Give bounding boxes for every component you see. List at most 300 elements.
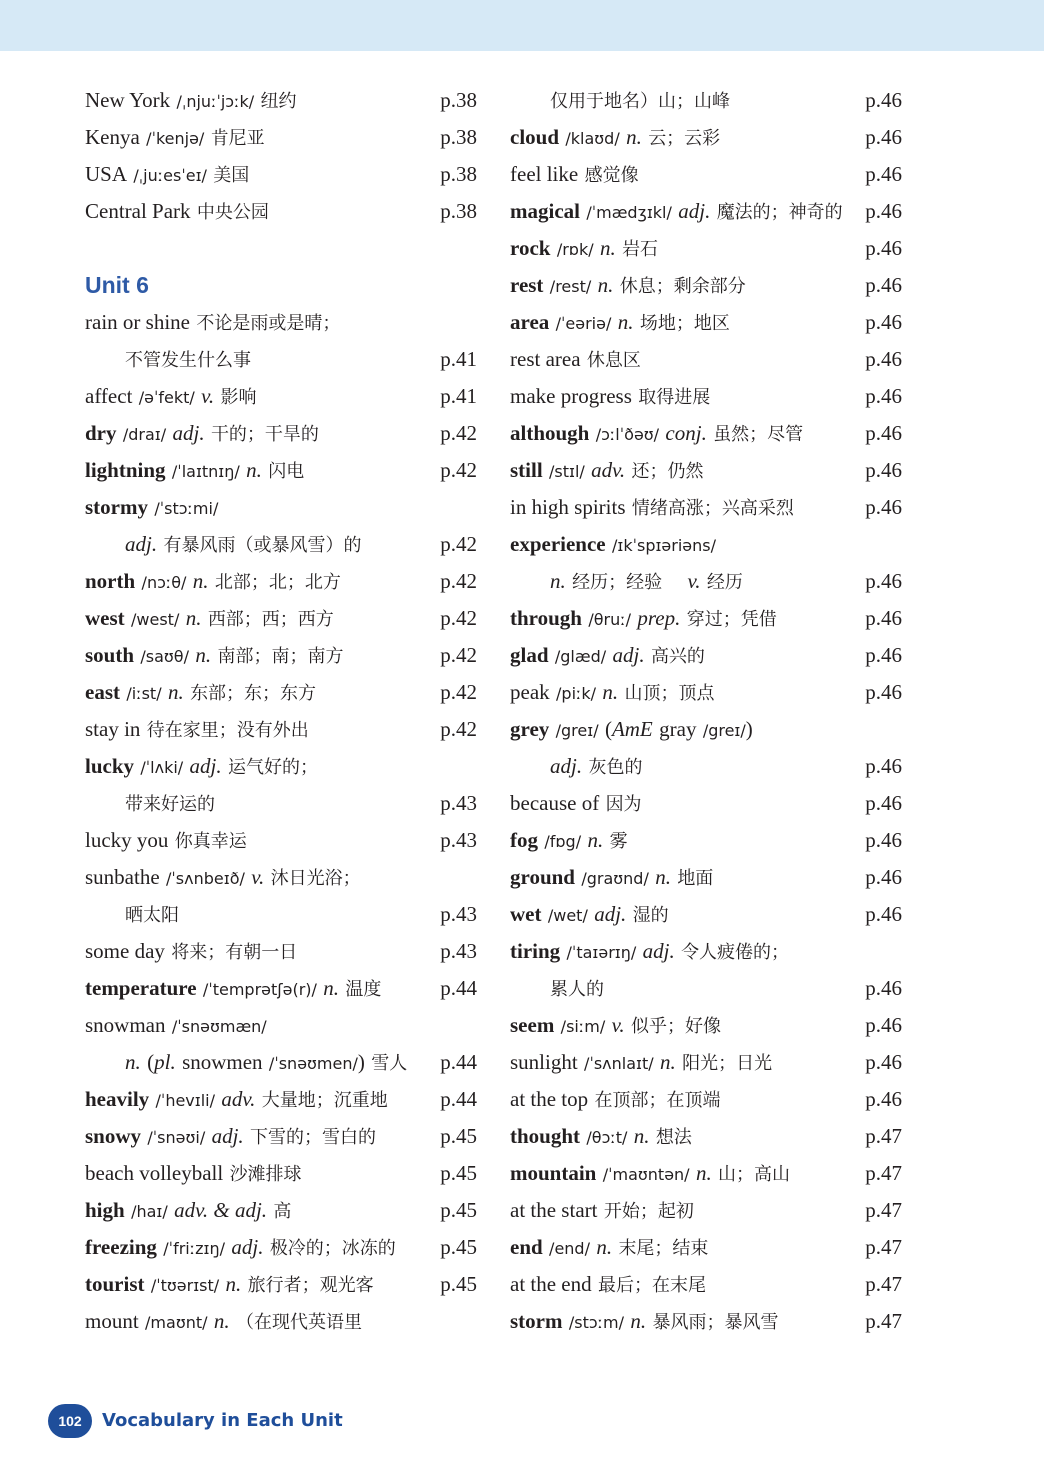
chinese-meaning: 灰色的: [588, 757, 643, 778]
vocab-entry: [510, 1044, 902, 1081]
entry-text: [550, 82, 730, 120]
vocab-entry: [85, 193, 477, 230]
phonetic: /ˌjuːesˈeɪ/: [133, 166, 207, 185]
chinese-meaning: 情绪高涨；兴高采烈: [631, 498, 794, 519]
page-reference: p.42: [440, 606, 477, 630]
headword: although: [510, 421, 590, 445]
page-reference: p.46: [865, 199, 902, 223]
phonetic: /rɒk/: [556, 240, 594, 259]
page-reference: p.46: [865, 902, 902, 926]
page-reference: p.42: [440, 532, 477, 556]
vocab-entry: [510, 1192, 902, 1229]
page-reference: p.46: [865, 865, 902, 889]
chinese-meaning: 穿过；凭借: [686, 609, 777, 630]
headword: Central Park: [85, 199, 191, 223]
chinese-meaning: 仅用于地名）山；山峰: [550, 91, 730, 112]
entry-text: [85, 600, 334, 638]
part-of-speech: adj.: [125, 532, 158, 556]
entry-text: [125, 341, 251, 379]
vocab-column-right: [510, 82, 902, 1340]
chinese-meaning: 感觉像: [584, 165, 639, 186]
page-reference: p.41: [440, 347, 477, 371]
chinese-meaning: 不论是雨或是晴；: [196, 313, 341, 334]
headword: stay in: [85, 717, 141, 741]
entry-text: [85, 822, 247, 860]
part-of-speech: n.: [195, 643, 212, 667]
entry-text: [85, 1266, 374, 1304]
vocab-entry: [85, 82, 477, 119]
page-reference: p.44: [440, 1087, 477, 1111]
entry-text: [510, 156, 639, 194]
page-reference: p.46: [865, 754, 902, 778]
page-reference: p.38: [440, 125, 477, 149]
chinese-meaning: 不管发生什么事: [125, 350, 251, 371]
entry-text: [510, 859, 713, 897]
page-reference: p.43: [440, 939, 477, 963]
chinese-meaning: 地面: [677, 868, 714, 889]
chinese-meaning: （在现代英语里: [235, 1312, 362, 1333]
phonetic: /end/: [549, 1239, 590, 1258]
phonetic: /stɔːm/: [568, 1313, 624, 1332]
chinese-meaning: 想法: [655, 1127, 692, 1148]
entry-text: [510, 822, 628, 860]
part-of-speech: v.: [251, 865, 265, 889]
chinese-meaning: 岩石: [622, 239, 659, 260]
vocab-entry: [85, 304, 477, 341]
entry-text: [85, 1229, 396, 1267]
chinese-meaning: 云；云彩: [648, 128, 721, 149]
chinese-meaning: 下雪的；雪白的: [250, 1127, 377, 1148]
entry-text: [510, 1081, 721, 1119]
vocab-entry: [85, 1118, 477, 1155]
vocab-entry: [510, 711, 902, 748]
headword: some day: [85, 939, 165, 963]
chinese-meaning: 令人疲倦的；: [681, 942, 790, 963]
part-of-speech: conj.: [665, 421, 707, 445]
headword: thought: [510, 1124, 581, 1148]
phonetic: /ˈsʌnlaɪt/: [584, 1054, 654, 1073]
vocab-entry: [510, 230, 902, 267]
chinese-meaning: 中央公园: [196, 202, 269, 223]
headword: at the top: [510, 1087, 589, 1111]
page-reference: p.45: [440, 1161, 477, 1185]
vocab-entry: [85, 156, 477, 193]
headword: freezing: [85, 1235, 157, 1259]
entry-text: [85, 1192, 291, 1230]
entry-text: [85, 415, 319, 453]
phonetic: /ˈfriːzɪŋ/: [163, 1239, 225, 1258]
vocab-entry: [85, 1229, 477, 1266]
page-reference: p.42: [440, 421, 477, 445]
headword: New York: [85, 88, 171, 112]
page-reference: p.46: [865, 347, 902, 371]
part-of-speech: v.: [201, 384, 215, 408]
vocab-entry: [510, 563, 902, 600]
vocab-entry: [85, 526, 477, 563]
phonetic: /draɪ/: [122, 425, 167, 444]
entry-text: [510, 230, 658, 268]
chinese-meaning: 沙滩排球: [229, 1164, 302, 1185]
chinese-meaning: 晒太阳: [125, 905, 179, 926]
page-reference: p.46: [865, 88, 902, 112]
part-of-speech: adv.: [221, 1087, 256, 1111]
part-of-speech: n.: [213, 1309, 230, 1333]
part-of-speech: n.: [185, 606, 202, 630]
headword: cloud: [510, 125, 560, 149]
part-of-speech: n.: [617, 310, 634, 334]
chinese-meaning: 雾: [609, 831, 628, 852]
chinese-meaning: 高兴的: [650, 646, 705, 667]
page-reference: p.46: [865, 162, 902, 186]
vocab-entry: [510, 1081, 902, 1118]
vocab-entry: [510, 82, 902, 119]
entry-text: [510, 341, 641, 379]
unit-heading: Unit 6: [85, 272, 149, 298]
page-reference: p.46: [865, 643, 902, 667]
headword: in high spirits: [510, 495, 626, 519]
chinese-meaning: 肯尼亚: [210, 128, 265, 149]
headword: glad: [510, 643, 549, 667]
entry-text: [510, 1155, 790, 1193]
chinese-meaning: 南部；南；南方: [217, 646, 344, 667]
entry-text: [85, 970, 381, 1008]
headword: mount: [85, 1309, 139, 1333]
vocab-entry: [510, 822, 902, 859]
part-of-speech: adj.: [189, 754, 222, 778]
chinese-meaning: 旅行者；观光客: [247, 1275, 374, 1296]
chinese-meaning: 末尾；结束: [618, 1238, 709, 1259]
chinese-meaning: 经历；经验: [572, 572, 663, 593]
page-reference: p.41: [440, 384, 477, 408]
entry-text: [85, 711, 309, 749]
entry-text: [85, 156, 249, 194]
part-of-speech: adj.: [678, 199, 711, 223]
page-number-badge: 102: [48, 1404, 92, 1438]
chinese-meaning: 有暴风雨（或暴风雪）的: [163, 535, 362, 556]
chinese-meaning: 东部；东；东方: [190, 683, 317, 704]
page-reference: p.46: [865, 384, 902, 408]
vocab-entry: [85, 341, 477, 378]
headword: storm: [510, 1309, 563, 1333]
phonetic: /greɪ/: [555, 721, 599, 740]
headword: ground: [510, 865, 575, 889]
vocab-entry: [510, 452, 902, 489]
page-reference: p.47: [865, 1198, 902, 1222]
page-reference: p.46: [865, 236, 902, 260]
vocab-entry: [510, 933, 902, 970]
vocab-entry: [85, 970, 477, 1007]
chinese-meaning: 干的；干旱的: [210, 424, 319, 445]
page-reference: p.43: [440, 828, 477, 852]
page-reference: p.42: [440, 680, 477, 704]
vocab-entry: [85, 674, 477, 711]
entry-text: [510, 785, 642, 823]
vocab-entry: [510, 526, 902, 563]
top-color-band: [0, 0, 1044, 51]
vocab-entry: [85, 1044, 477, 1081]
headword: end: [510, 1235, 543, 1259]
part-of-speech: n.: [602, 680, 619, 704]
vocab-entry: [510, 267, 902, 304]
entry-text: [85, 674, 316, 712]
phonetic: /ˈlʌki/: [140, 758, 184, 777]
chinese-meaning: 雪人: [371, 1053, 408, 1074]
page-reference: p.45: [440, 1198, 477, 1222]
page-reference: p.46: [865, 310, 902, 334]
variant-word: gray: [659, 717, 697, 741]
phonetic: /ˈtaɪərɪŋ/: [566, 943, 637, 962]
vocab-entry: [85, 1266, 477, 1303]
chinese-meaning: 最后；在末尾: [598, 1275, 706, 1296]
entry-text: [510, 415, 803, 453]
variant-label: AmE: [611, 717, 653, 741]
chinese-meaning: 魔法的；神奇的: [716, 202, 843, 223]
part-of-speech: n.: [626, 125, 642, 149]
entry-text: [85, 119, 265, 157]
chinese-meaning: 在顶部；在顶端: [594, 1090, 721, 1111]
chinese-meaning: 闪电: [268, 461, 305, 482]
chinese-meaning: 纽约: [260, 91, 297, 112]
headword: magical: [510, 199, 580, 223]
entry-text: [510, 1007, 721, 1045]
vocab-entry: [510, 785, 902, 822]
headword: area: [510, 310, 550, 334]
page-reference: p.46: [865, 791, 902, 815]
page-reference: p.43: [440, 791, 477, 815]
entry-text: [85, 489, 218, 527]
headword: west: [85, 606, 125, 630]
vocab-entry: [85, 785, 477, 822]
part-of-speech: prep.: [637, 606, 681, 630]
vocab-entry: [85, 896, 477, 933]
headword: rock: [510, 236, 551, 260]
headword: feel like: [510, 162, 579, 186]
phonetic: /ɪkˈspɪəriəns/: [611, 536, 716, 555]
entry-text: [550, 563, 743, 601]
entry-text: [510, 1303, 778, 1341]
entry-text: [85, 637, 343, 675]
vocab-entry: [510, 193, 902, 230]
page-reference: p.46: [865, 458, 902, 482]
chinese-meaning: 虽然；尽管: [713, 424, 804, 445]
chinese-meaning: 开始；起初: [603, 1201, 694, 1222]
phonetic: /ˈmædʒɪkl/: [586, 203, 672, 222]
entry-text: [85, 1303, 362, 1341]
page-reference: p.46: [865, 495, 902, 519]
page-reference: p.38: [440, 199, 477, 223]
headword: at the end: [510, 1272, 592, 1296]
page-reference: p.46: [865, 828, 902, 852]
vocab-entry: [85, 637, 477, 674]
entry-text: [85, 859, 361, 897]
phonetic: /saʊθ/: [140, 647, 189, 666]
vocab-entry: [510, 748, 902, 785]
part-of-speech: n.: [655, 865, 671, 889]
punctuation: ): [745, 717, 753, 741]
vocab-entry: [510, 304, 902, 341]
part-of-speech: n.: [550, 569, 566, 593]
page-reference: p.46: [865, 421, 902, 445]
vocab-entry: [510, 1229, 902, 1266]
headword: because of: [510, 791, 600, 815]
page-reference: p.46: [865, 1050, 902, 1074]
page-reference: p.45: [440, 1272, 477, 1296]
chinese-meaning: 北部；北；北方: [214, 572, 341, 593]
chinese-meaning: 美国: [213, 165, 250, 186]
entry-text: [85, 563, 341, 601]
vocab-entry: [510, 341, 902, 378]
page-reference: p.46: [865, 976, 902, 1000]
chinese-meaning: 阳光；日光: [682, 1053, 773, 1074]
entry-text: [510, 452, 704, 490]
phonetic: /ˈstɔːmi/: [154, 499, 219, 518]
chinese-meaning: 运气好的；: [228, 757, 318, 778]
plural-word: snowmen: [182, 1050, 263, 1074]
entry-text: [510, 193, 843, 231]
part-of-speech: n.: [323, 976, 340, 1000]
chinese-meaning: 还；仍然: [631, 461, 704, 482]
vocab-entry: [510, 119, 902, 156]
vocab-entry: [510, 674, 902, 711]
phonetic: /θruː/: [588, 610, 632, 629]
entry-text: [85, 1118, 376, 1156]
vocab-entry: [510, 489, 902, 526]
vocab-entry: [85, 859, 477, 896]
entry-text: [85, 378, 257, 416]
vocab-entry: [510, 1266, 902, 1303]
entry-text: [85, 1155, 302, 1193]
entry-text: [85, 1081, 388, 1119]
vocab-entry: [85, 822, 477, 859]
entry-text: [125, 1044, 407, 1082]
vocab-entry: [510, 859, 902, 896]
vocab-entry: [85, 378, 477, 415]
vocab-entry: [510, 896, 902, 933]
section-spacer: [85, 230, 477, 267]
part-of-speech: n.: [192, 569, 209, 593]
entry-text: [125, 526, 361, 564]
page-reference: p.46: [865, 273, 902, 297]
headword: seem: [510, 1013, 555, 1037]
chinese-meaning: 湿的: [632, 905, 669, 926]
part-of-speech: n.: [596, 1235, 613, 1259]
headword: affect: [85, 384, 133, 408]
chinese-meaning: 待在家里；没有外出: [146, 720, 309, 741]
entry-text: [510, 711, 753, 749]
page-reference: p.47: [865, 1161, 902, 1185]
phonetic: /west/: [131, 610, 180, 629]
entry-text: [510, 489, 794, 527]
phonetic: /graʊnd/: [581, 869, 649, 888]
chinese-meaning: 山顶；顶点: [624, 683, 715, 704]
headword: through: [510, 606, 582, 630]
headword: still: [510, 458, 543, 482]
vocab-entry: [85, 711, 477, 748]
vocab-entry: [85, 1192, 477, 1229]
part-of-speech: n.: [599, 236, 616, 260]
headword: temperature: [85, 976, 197, 1000]
phonetic: /ˈlaɪtnɪŋ/: [171, 462, 240, 481]
part-of-speech: n.: [597, 273, 614, 297]
part-of-speech: adj.: [231, 1235, 264, 1259]
headword: make progress: [510, 384, 632, 408]
vocab-entry: [510, 637, 902, 674]
chinese-meaning: 休息；剩余部分: [619, 276, 746, 297]
phonetic: /θɔːt/: [586, 1128, 628, 1147]
headword: USA: [85, 162, 128, 186]
page-reference: p.47: [865, 1272, 902, 1296]
vocab-entry: [85, 748, 477, 785]
entry-text: [510, 896, 669, 934]
chinese-meaning: 带来好运的: [125, 794, 215, 815]
phonetic: /iːst/: [126, 684, 162, 703]
vocab-entry: [85, 452, 477, 489]
entry-text: [510, 378, 710, 416]
part-of-speech: adv. & adj.: [174, 1198, 268, 1222]
headword: grey: [510, 717, 550, 741]
vocab-entry: [85, 1081, 477, 1118]
page-reference: p.45: [440, 1235, 477, 1259]
headword: experience: [510, 532, 606, 556]
phonetic: /əˈfekt/: [138, 388, 195, 407]
phonetic: /ˈsʌnbeɪð/: [166, 869, 245, 888]
chinese-meaning: 因为: [605, 794, 642, 815]
chinese-meaning: 累人的: [550, 979, 604, 1000]
page-reference: p.43: [440, 902, 477, 926]
headword: rest: [510, 273, 544, 297]
vocab-entry: [85, 933, 477, 970]
headword: peak: [510, 680, 550, 704]
headword: sunlight: [510, 1050, 578, 1074]
vocab-entry: [510, 156, 902, 193]
entry-text: [510, 600, 777, 638]
plural-label: pl.: [154, 1050, 176, 1074]
entry-text: [510, 119, 720, 157]
phonetic: /ˈtʊərɪst/: [150, 1276, 220, 1295]
part-of-speech: n.: [246, 458, 262, 482]
entry-text: [510, 304, 730, 342]
part-of-speech: adv.: [591, 458, 626, 482]
vocab-entry: [85, 1303, 477, 1340]
chinese-meaning: 西部；西；西方: [207, 609, 334, 630]
chinese-meaning: 沐日光浴；: [270, 868, 361, 889]
page-reference: p.42: [440, 569, 477, 593]
part-of-speech: n.: [125, 1050, 141, 1074]
page-reference: p.47: [865, 1309, 902, 1333]
part-of-speech: n.: [633, 1124, 650, 1148]
part-of-speech: adj.: [612, 643, 645, 667]
headword: fog: [510, 828, 538, 852]
vocab-entry: [85, 415, 477, 452]
phonetic: /wet/: [547, 906, 588, 925]
part-of-speech: n.: [630, 1309, 647, 1333]
entry-text: [85, 304, 340, 342]
page-reference: p.47: [865, 1124, 902, 1148]
page-reference: p.46: [865, 1013, 902, 1037]
chinese-meaning: 高: [273, 1201, 292, 1222]
page-reference: p.38: [440, 88, 477, 112]
phonetic: /ˈsnəʊmæn/: [171, 1017, 267, 1036]
page-reference: p.38: [440, 162, 477, 186]
phonetic: /fɒg/: [544, 832, 582, 851]
part-of-speech: v.: [611, 1013, 625, 1037]
headword: rest area: [510, 347, 581, 371]
page-reference: p.46: [865, 680, 902, 704]
part-of-speech: n.: [587, 828, 604, 852]
chinese-meaning: 影响: [220, 387, 257, 408]
chinese-meaning: 极冷的；冰冻的: [269, 1238, 396, 1259]
vocab-entry: [510, 1118, 902, 1155]
